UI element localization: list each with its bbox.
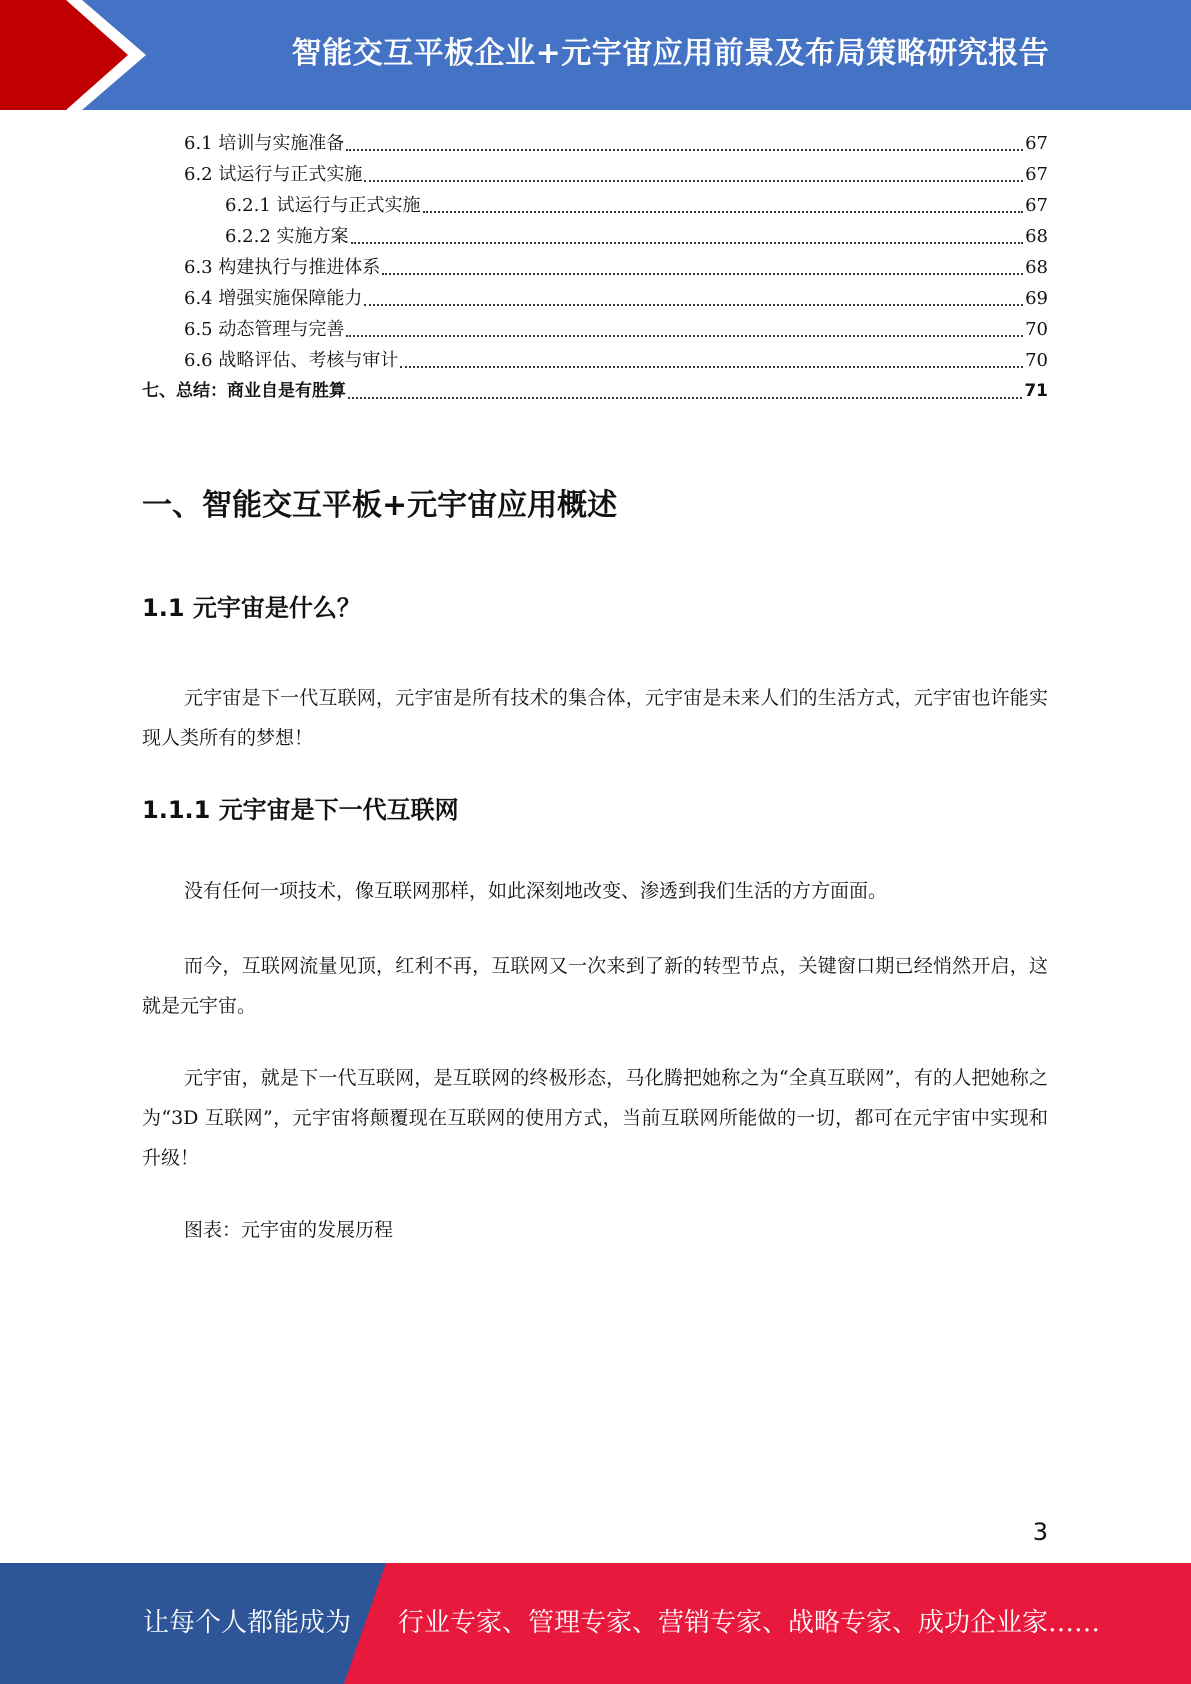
- toc-leader-dots: [346, 335, 1023, 337]
- toc-entry-page: 68: [1025, 257, 1048, 278]
- toc-entry-page: 71: [1024, 381, 1048, 401]
- toc-leader-dots: [346, 149, 1023, 151]
- toc-entry-page: 67: [1025, 133, 1048, 154]
- toc-leader-dots: [400, 366, 1023, 368]
- toc-leader-dots: [351, 242, 1024, 244]
- toc-entry[interactable]: [142, 159, 1048, 190]
- toc-leader-dots: [364, 180, 1023, 182]
- toc-entry-page: 67: [1025, 164, 1048, 185]
- toc-entry-page: 69: [1025, 288, 1048, 309]
- toc-leader-dots: [423, 211, 1024, 213]
- toc-entry[interactable]: [142, 283, 1048, 314]
- toc-entry[interactable]: [142, 190, 1048, 221]
- toc-entry-label: 6.5 动态管理与完善: [184, 319, 345, 340]
- toc-leader-dots: [364, 304, 1023, 306]
- table-of-contents: [142, 128, 1048, 407]
- toc-entry-page: 70: [1025, 350, 1048, 371]
- subsection-heading: 1.1.1 元宇宙是下一代互联网: [142, 796, 459, 824]
- toc-entry-label: 6.2.2 实施方案: [225, 226, 349, 247]
- section-heading: 1.1 元宇宙是什么？: [142, 594, 361, 622]
- footer-slogan-right: 行业专家、管理专家、营销专家、战略专家、成功企业家……: [398, 1608, 1101, 1638]
- toc-entry[interactable]: [142, 314, 1048, 345]
- body-paragraph: 而今，互联网流量见顶，红利不再，互联网又一次来到了新的转型节点，关键窗口期已经悄然开启，这就是元宇宙。: [142, 955, 1048, 1017]
- toc-entry-chapter[interactable]: [142, 376, 1048, 407]
- toc-entry-page: 70: [1025, 319, 1048, 340]
- header-banner: [0, 0, 1191, 110]
- toc-entry-label: 七、总结：商业自是有胜算: [142, 381, 346, 401]
- toc-entry-label: 6.2 试运行与正式实施: [184, 164, 363, 185]
- toc-entry[interactable]: [142, 345, 1048, 376]
- report-title: 智能交互平板企业+元宇宙应用前景及布局策略研究报告: [291, 36, 1050, 71]
- figure-caption: 图表：元宇宙的发展历程: [184, 1219, 394, 1241]
- toc-leader-dots: [348, 397, 1022, 399]
- toc-entry[interactable]: [142, 252, 1048, 283]
- body-paragraph: 没有任何一项技术，像互联网那样，如此深刻地改变、渗透到我们生活的方方面面。: [184, 880, 888, 902]
- chapter-heading: 一、智能交互平板+元宇宙应用概述: [142, 488, 618, 523]
- footer-slogan-left: 让每个人都能成为: [143, 1608, 352, 1638]
- toc-entry-label: 6.6 战略评估、考核与审计: [184, 350, 399, 371]
- body-paragraph: 元宇宙是下一代互联网，元宇宙是所有技术的集合体，元宇宙是未来人们的生活方式，元宇宙也许能实现人类所有的梦想！: [142, 687, 1048, 749]
- toc-leader-dots: [382, 273, 1023, 275]
- page-number: 3: [1032, 1518, 1048, 1546]
- toc-entry-page: 68: [1025, 226, 1048, 247]
- toc-entry-label: 6.3 构建执行与推进体系: [184, 257, 381, 278]
- toc-entry[interactable]: [142, 221, 1048, 252]
- toc-entry[interactable]: [142, 128, 1048, 159]
- toc-entry-label: 6.4 增强实施保障能力: [184, 288, 363, 309]
- toc-entry-label: 6.1 培训与实施准备: [184, 133, 345, 154]
- footer-banner: [0, 1563, 1191, 1684]
- toc-entry-page: 67: [1025, 195, 1048, 216]
- body-paragraph: 元宇宙，就是下一代互联网，是互联网的终极形态，马化腾把她称之为“全真互联网”，有的人把她称之为“3D 互联网”，元宇宙将颠覆现在互联网的使用方式，当前互联网所能做的一切，都可在元宇宙中实现和升级！: [142, 1067, 1048, 1169]
- toc-entry-label: 6.2.1 试运行与正式实施: [225, 195, 421, 216]
